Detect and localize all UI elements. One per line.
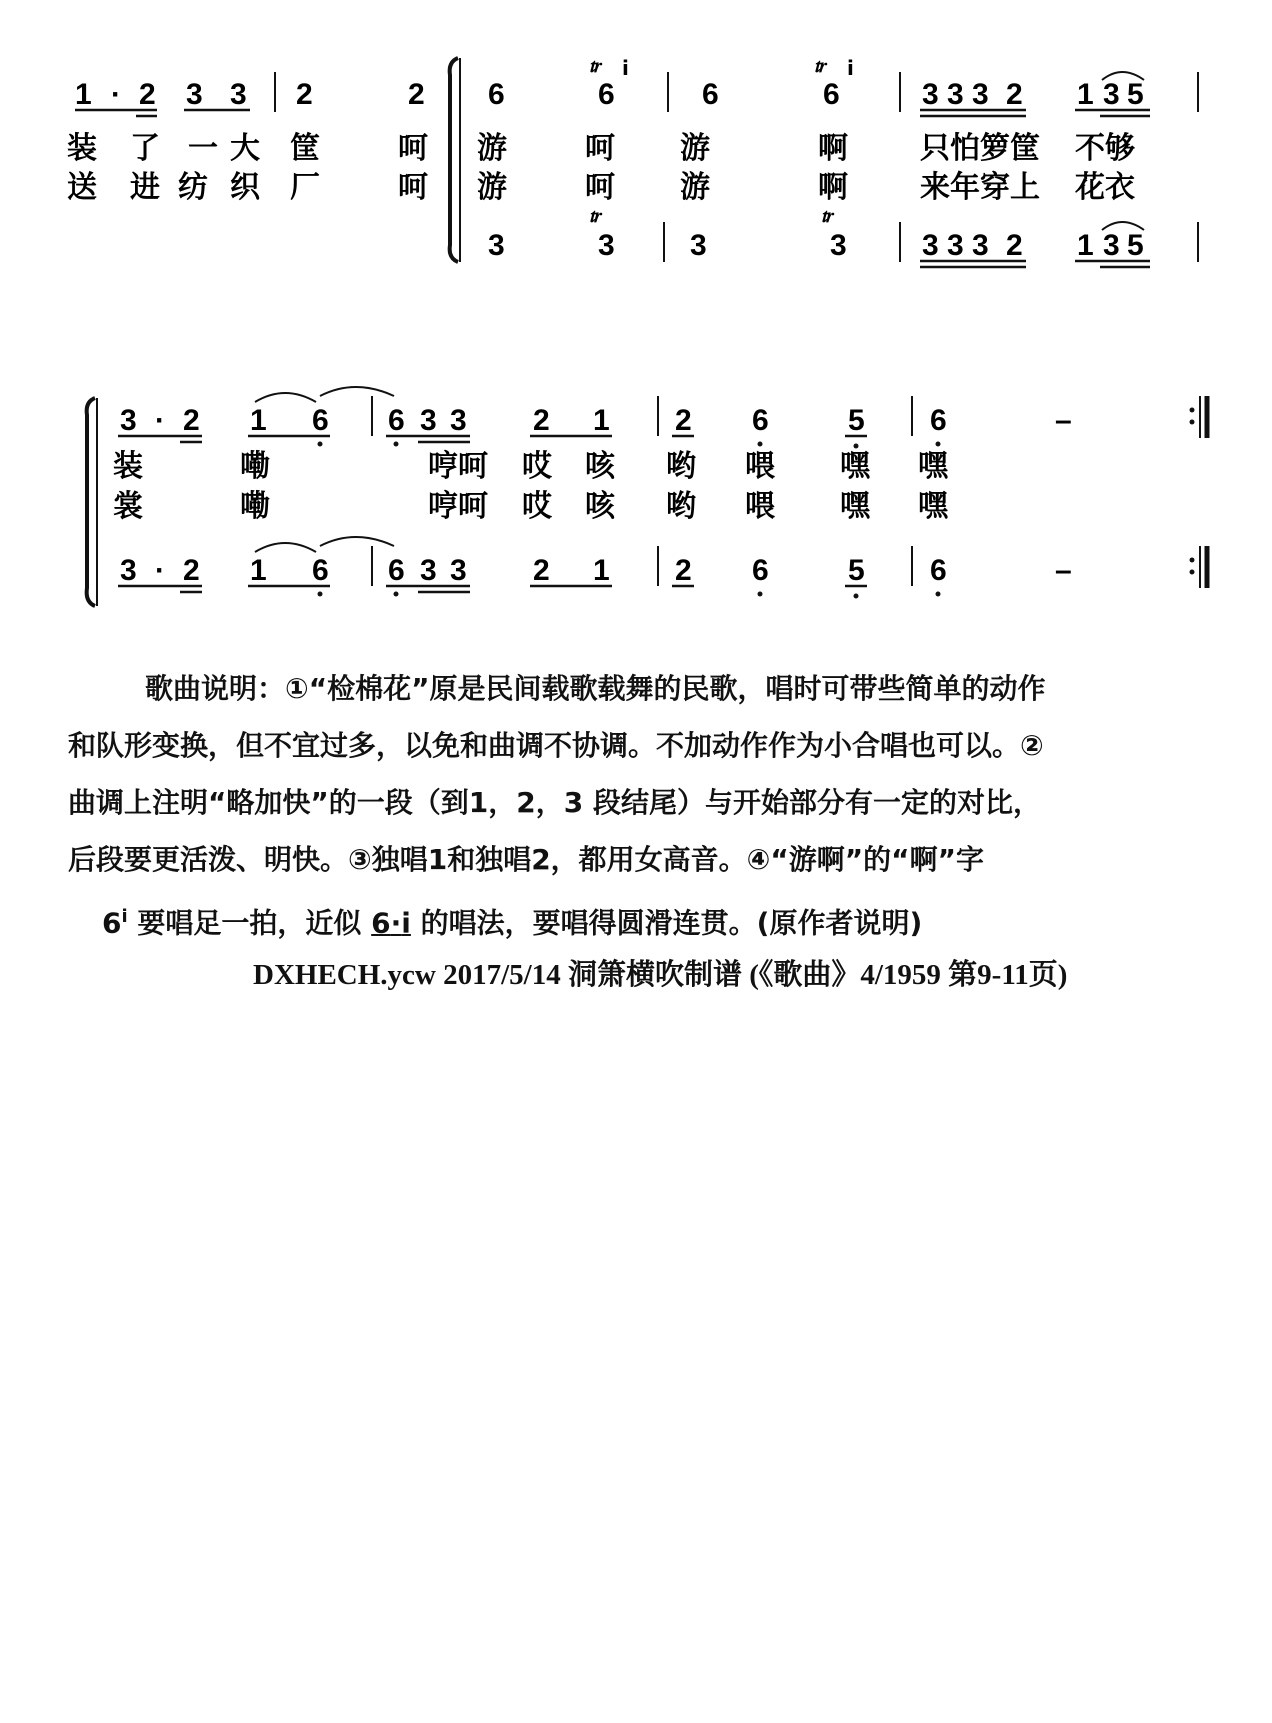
note: 3 — [972, 229, 989, 262]
lyric: 啊 — [818, 170, 848, 205]
notes-example-note: 6 — [102, 906, 122, 940]
note: 2 — [533, 554, 550, 587]
note: – — [1055, 404, 1072, 437]
note: 3 — [830, 229, 847, 262]
lyric: 嘿 — [840, 449, 870, 484]
note: 6 — [488, 78, 505, 111]
lyric: 进 — [130, 170, 160, 205]
note: 6 — [752, 404, 769, 437]
octave-dot-low — [936, 592, 941, 597]
lyric: 喂 — [745, 449, 775, 484]
lyric: 不够 — [1075, 131, 1135, 166]
lyric: 嘞 — [240, 489, 270, 524]
repeat-dot — [1190, 408, 1195, 413]
note: 3 — [947, 229, 964, 262]
notes-text-run: 要唱足一拍，近似 — [137, 906, 362, 940]
octave-dot-low — [854, 444, 859, 449]
lyric: 啊 — [818, 131, 848, 166]
lyric: 呵 — [585, 131, 615, 166]
slur — [255, 543, 316, 552]
note: 6 — [930, 554, 947, 587]
lyric: 哎 — [522, 449, 552, 484]
system-brace — [87, 398, 95, 606]
note: 3 — [420, 554, 437, 587]
repeat-dot — [1190, 570, 1195, 575]
note: 3 — [922, 78, 939, 111]
note: 2 — [183, 404, 200, 437]
notes-line: 和队形变换，但不宜过多，以免和曲调不协调。不加动作作为小合唱也可以。② — [68, 729, 1044, 762]
ornament-mark: 𝆖 — [822, 203, 834, 227]
note: 2 — [675, 554, 692, 587]
lyric: 织 — [230, 170, 260, 205]
lyric: 呵 — [585, 170, 615, 205]
lyric: 呵 — [398, 131, 428, 166]
system-1 — [67, 53, 1198, 267]
note: 3 — [1103, 78, 1120, 111]
octave-dot-low — [394, 592, 399, 597]
lyric: 送 — [67, 170, 97, 205]
lyric: 嘿 — [840, 489, 870, 524]
note: 2 — [533, 404, 550, 437]
lyric: 了 — [130, 131, 160, 166]
grace-note: i — [847, 56, 854, 80]
note: 3 — [598, 229, 615, 262]
note: 3 — [690, 229, 707, 262]
note: 1 — [250, 404, 267, 437]
note: 3 — [922, 229, 939, 262]
note: 6 — [823, 78, 840, 111]
note: – — [1055, 554, 1072, 587]
lyric: 哼呵 — [428, 489, 488, 524]
notes-line: 曲调上注明“略加快”的一段（到1，2，3 段结尾）与开始部分有一定的对比， — [68, 786, 1042, 819]
note: 5 — [848, 404, 865, 437]
note: 6 — [702, 78, 719, 111]
lyric: 呵 — [398, 170, 428, 205]
lyric: 厂 — [290, 170, 320, 205]
lyric: 一 — [188, 131, 218, 166]
note: 2 — [296, 78, 313, 111]
lyric: 哟 — [666, 449, 696, 484]
note: 3 — [1103, 229, 1120, 262]
lyric: 装 — [113, 449, 143, 484]
lyric: 筐 — [290, 131, 320, 166]
tie — [320, 387, 394, 396]
lyric: 花衣 — [1075, 170, 1135, 205]
note: 6 — [598, 78, 615, 111]
note: 3 — [120, 404, 137, 437]
lyric: 裳 — [113, 489, 143, 524]
lyric: 嘞 — [240, 449, 270, 484]
slur — [255, 393, 316, 402]
lyric: 喂 — [745, 489, 775, 524]
notes-example-figure: 6·i — [371, 906, 411, 940]
note: 1 — [593, 404, 610, 437]
grace-note: i — [622, 56, 629, 80]
notes-line: 后段要更活泼、明快。③独唱1和独唱2，都用女高音。④“游啊”的“啊”字 — [68, 843, 984, 876]
notes-line: 歌曲说明：①“检棉花”原是民间载歌载舞的民歌，唱时可带些简单的动作 — [145, 672, 1046, 705]
lyric: 游 — [680, 170, 710, 205]
note: 3 — [230, 78, 247, 111]
lyric: 游 — [680, 131, 710, 166]
credit-line: DXHECH.ycw 2017/5/14 洞箫横吹制谱 (《歌曲》4/1959 第9-11页) — [253, 959, 1068, 991]
note: 3 — [972, 78, 989, 111]
lyric: 嘿 — [918, 489, 948, 524]
octave-dot-low — [758, 592, 763, 597]
note: 5 — [848, 554, 865, 587]
note: 6 — [388, 404, 405, 437]
lyric: 只怕箩筐 — [920, 131, 1040, 166]
note: 6 — [752, 554, 769, 587]
note: 2 — [675, 404, 692, 437]
note: 2 — [139, 78, 156, 111]
note: 3 — [450, 554, 467, 587]
octave-dot-low — [758, 442, 763, 447]
note: 1 — [1077, 78, 1094, 111]
note: 6 — [312, 554, 329, 587]
notes-line — [102, 888, 922, 951]
lyric: 哟 — [666, 489, 696, 524]
octave-dot-low — [854, 594, 859, 599]
system-brace — [450, 58, 458, 262]
notes-example-grace: i — [121, 906, 128, 927]
notes-text-run: 的唱法，要唱得圆滑连贯。(原作者说明) — [420, 906, 923, 940]
jianpu-score — [0, 0, 1272, 640]
note: 3 — [488, 229, 505, 262]
note: · — [155, 404, 165, 437]
note: 1 — [593, 554, 610, 587]
note: 6 — [312, 404, 329, 437]
octave-dot-low — [318, 592, 323, 597]
note: 2 — [1006, 78, 1023, 111]
lyric: 装 — [67, 131, 97, 166]
tie — [320, 537, 394, 546]
note: 1 — [1077, 229, 1094, 262]
lyric: 纺 — [178, 170, 208, 205]
note: 2 — [408, 78, 425, 111]
lyric: 哎 — [522, 489, 552, 524]
lyric: 来年穿上 — [920, 170, 1040, 205]
lyric: 游 — [477, 170, 507, 205]
note: 6 — [388, 554, 405, 587]
octave-dot-low — [394, 442, 399, 447]
note: · — [155, 554, 165, 587]
note: 1 — [75, 78, 92, 111]
lyric: 咳 — [585, 449, 615, 484]
lyric: 游 — [477, 131, 507, 166]
note: 6 — [930, 404, 947, 437]
system-2 — [87, 387, 1207, 606]
lyric: 嘿 — [918, 449, 948, 484]
ornament-mark: 𝆖 — [590, 53, 602, 77]
note: 3 — [450, 404, 467, 437]
lyric: 咳 — [585, 489, 615, 524]
note: 5 — [1127, 78, 1144, 111]
note: 2 — [1006, 229, 1023, 262]
ornament-mark: 𝆖 — [815, 53, 827, 77]
lyric: 大 — [230, 131, 260, 166]
ornament-mark: 𝆖 — [590, 203, 602, 227]
note: · — [111, 78, 121, 111]
octave-dot-low — [318, 442, 323, 447]
note: 3 — [420, 404, 437, 437]
octave-dot-low — [936, 442, 941, 447]
note: 3 — [947, 78, 964, 111]
repeat-dot — [1190, 420, 1195, 425]
note: 1 — [250, 554, 267, 587]
repeat-dot — [1190, 558, 1195, 563]
lyric: 哼呵 — [428, 449, 488, 484]
note: 3 — [120, 554, 137, 587]
note: 5 — [1127, 229, 1144, 262]
note: 2 — [183, 554, 200, 587]
note: 3 — [186, 78, 203, 111]
